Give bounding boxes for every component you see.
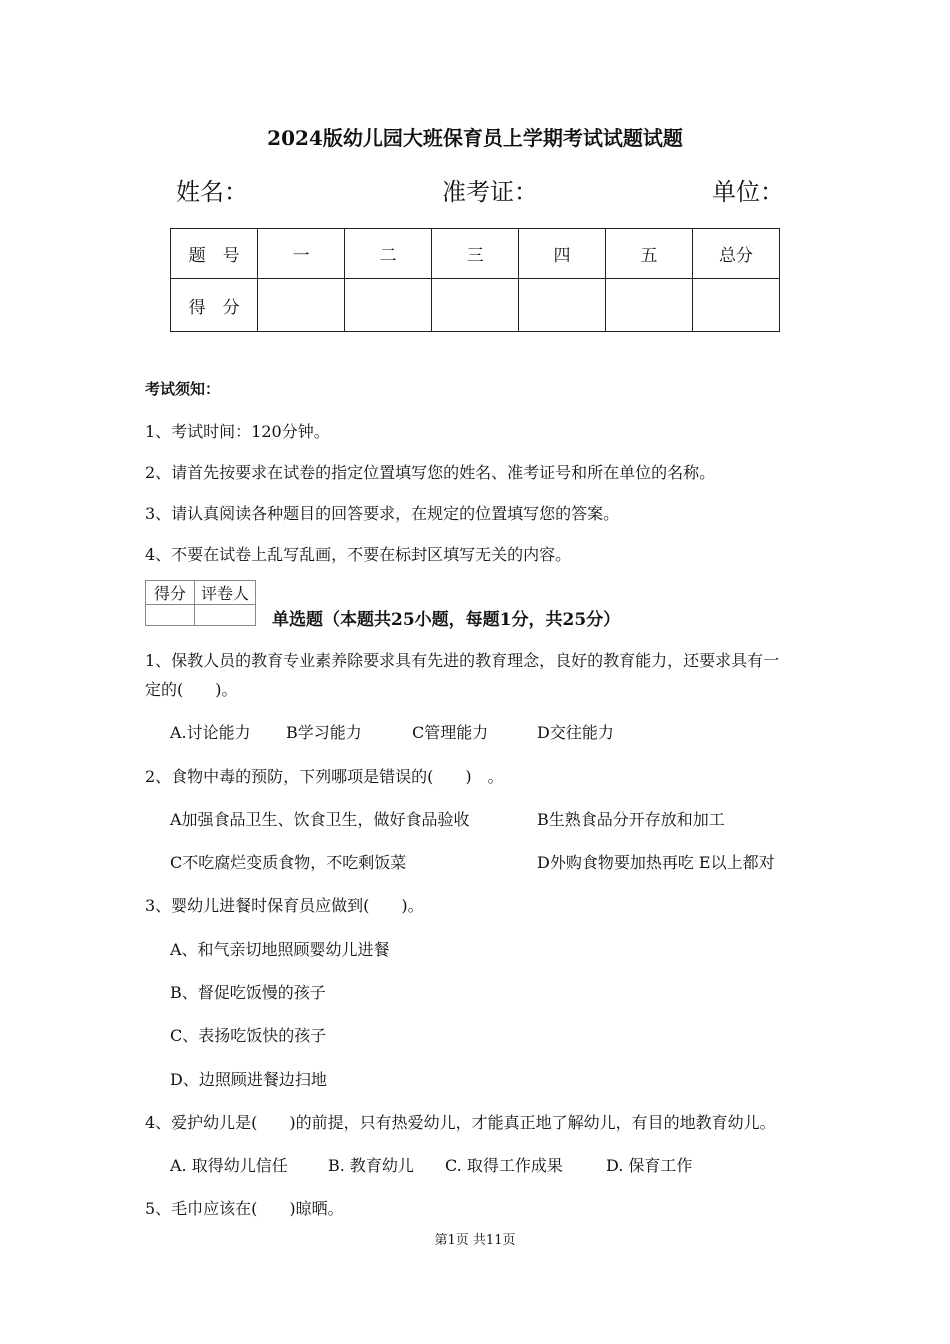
question-2-option-d: D外购食物要加热再吃 E以上都对 [537, 853, 775, 872]
score-cell-5 [606, 279, 693, 332]
grader-name-label: 评卷人 [195, 581, 256, 605]
section-title: 单选题（本题共25小题，每题1分，共25分） [272, 610, 621, 630]
score-table [170, 228, 780, 332]
score-table-header-row [171, 229, 780, 279]
grader-box [145, 580, 256, 626]
page-title: 2024版幼儿园大班保育员上学期考试试题试题 [267, 126, 683, 150]
question-1-line-2: 定的( )。 [145, 680, 238, 699]
notice-item: 3、请认真阅读各种题目的回答要求，在规定的位置填写您的答案。 [145, 504, 620, 523]
header-cell-total: 总分 [692, 229, 779, 279]
question-1-option-b: B学习能力 [286, 723, 362, 742]
question-3-option-d: D、边照顾进餐边扫地 [170, 1070, 327, 1089]
question-3-option-b: B、督促吃饭慢的孩子 [170, 983, 326, 1002]
header-cell-2: 二 [345, 229, 432, 279]
question-3-option-c: C、表扬吃饭快的孩子 [170, 1026, 327, 1045]
question-1-option-d: D交往能力 [537, 723, 614, 742]
grader-score-label: 得分 [146, 581, 195, 605]
name-label: 姓名： [176, 178, 248, 206]
exam-number-label: 准考证： [442, 178, 538, 206]
question-4-option-a: A. 取得幼儿信任 [170, 1156, 288, 1175]
score-cell-4 [519, 279, 606, 332]
page-footer: 第1页 共11页 [434, 1233, 516, 1248]
question-3-stem: 3、婴幼儿进餐时保育员应做到( )。 [145, 896, 424, 915]
question-4-option-b: B. 教育幼儿 [328, 1156, 414, 1175]
question-4-option-c: C. 取得工作成果 [445, 1156, 563, 1175]
score-row-label: 得 分 [171, 279, 258, 332]
question-3-option-a: A、和气亲切地照顾婴幼儿进餐 [170, 940, 390, 959]
question-4-stem: 4、爱护幼儿是( )的前提，只有热爱幼儿，才能真正地了解幼儿，有目的地教育幼儿。 [145, 1113, 776, 1132]
question-2-option-a: A加强食品卫生、饮食卫生，做好食品验收 [170, 810, 470, 829]
header-cell-3: 三 [432, 229, 519, 279]
header-cell-5: 五 [606, 229, 693, 279]
grader-name-cell [195, 605, 256, 626]
grader-score-cell [146, 605, 195, 626]
score-cell-total [692, 279, 779, 332]
score-table-score-row [171, 279, 780, 332]
unit-label: 单位： [712, 178, 784, 206]
question-2-stem: 2、食物中毒的预防，下列哪项是错误的( ) 。 [145, 767, 504, 786]
header-cell-4: 四 [519, 229, 606, 279]
notice-heading: 考试须知： [145, 380, 221, 398]
question-1-line-1: 1、保教人员的教育专业素养除要求具有先进的教育理念，良好的教育能力，还要求具有一 [145, 651, 780, 670]
question-4-option-d: D. 保育工作 [606, 1156, 693, 1175]
question-1-option-c: C管理能力 [412, 723, 489, 742]
header-cell-number: 题 号 [171, 229, 258, 279]
score-cell-3 [432, 279, 519, 332]
header-cell-1: 一 [258, 229, 345, 279]
score-cell-2 [345, 279, 432, 332]
question-2-option-c: C不吃腐烂变质食物，不吃剩饭菜 [170, 853, 407, 872]
score-cell-1 [258, 279, 345, 332]
question-1-option-a: A.讨论能力 [170, 723, 251, 742]
notice-item: 1、考试时间：120分钟。 [145, 422, 330, 441]
question-5-stem: 5、毛巾应该在( )晾晒。 [145, 1199, 344, 1218]
notice-item: 2、请首先按要求在试卷的指定位置填写您的姓名、准考证号和所在单位的名称。 [145, 463, 716, 482]
notice-item: 4、不要在试卷上乱写乱画，不要在标封区填写无关的内容。 [145, 545, 572, 564]
question-2-option-b: B生熟食品分开存放和加工 [537, 810, 725, 829]
